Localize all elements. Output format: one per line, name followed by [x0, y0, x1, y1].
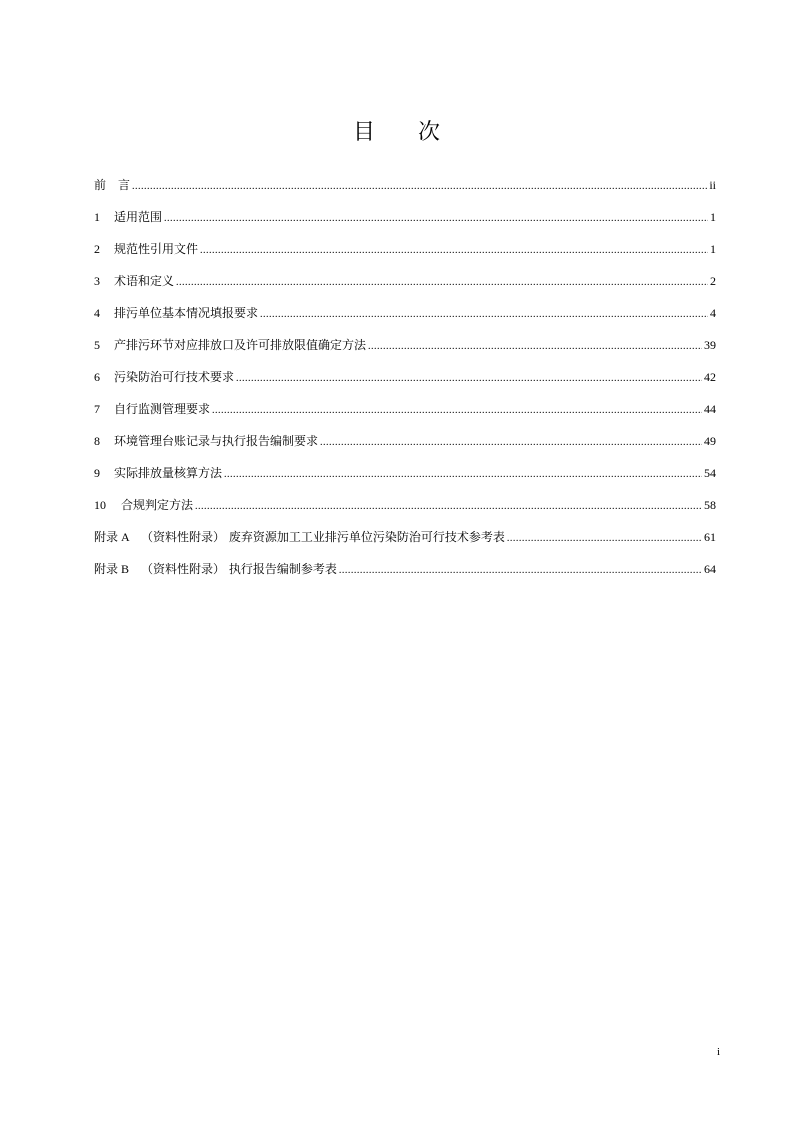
toc-entry-5[interactable] [94, 335, 716, 367]
toc-leader-dots [320, 433, 702, 453]
toc-entry-page: 64 [704, 562, 716, 576]
toc-entry-number: 5 [94, 338, 100, 352]
toc-entry-number: 附录 B [94, 562, 130, 576]
toc-entry-page: 58 [704, 498, 716, 512]
toc-entry-number: 9 [94, 466, 100, 480]
toc-entry-number: 4 [94, 306, 100, 320]
toc-leader-dots [212, 401, 702, 421]
toc-entry-page: 61 [704, 530, 716, 544]
toc-leader-dots [224, 465, 702, 485]
toc-entry-page: 54 [704, 466, 716, 480]
toc-entry-8[interactable] [94, 431, 716, 463]
toc-entry-appendix-b[interactable] [94, 559, 716, 591]
toc-entry-7[interactable] [94, 399, 716, 431]
toc-entry-2[interactable] [94, 239, 716, 271]
toc-entry-page: 1 [710, 242, 716, 256]
toc-entry-label: 规范性引用文件 [114, 242, 199, 256]
toc-leader-dots [236, 369, 702, 389]
toc-entry-number: 2 [94, 242, 100, 256]
toc-entry-label: （资料性附录） 废弃资源加工工业排污单位污染防治可行技术参考表 [141, 530, 505, 544]
toc-leader-dots [176, 273, 708, 293]
toc-entry-page: 2 [710, 274, 716, 288]
toc-leader-dots [164, 209, 708, 229]
toc-entry-label: （资料性附录） 执行报告编制参考表 [141, 562, 337, 576]
toc-leader-dots [260, 305, 708, 325]
toc-entry-6[interactable] [94, 367, 716, 399]
toc-entry-number: 1 [94, 210, 100, 224]
toc-entry-label: 产排污环节对应排放口及许可排放限值确定方法 [114, 338, 367, 352]
toc-entry-label: 言 [118, 178, 131, 192]
toc-entry-label: 自行监测管理要求 [114, 402, 211, 416]
toc-leader-dots [507, 529, 702, 549]
toc-entry-label: 环境管理台账记录与执行报告编制要求 [114, 434, 319, 448]
toc-entry-label: 合规判定方法 [121, 498, 194, 512]
toc-leader-dots [195, 497, 702, 517]
toc-entry-9[interactable] [94, 463, 716, 495]
toc-entry-appendix-a[interactable] [94, 527, 716, 559]
toc-leader-dots [368, 337, 702, 357]
toc-entry-number: 7 [94, 402, 100, 416]
toc-entry-page: 1 [710, 210, 716, 224]
toc-entry-1[interactable] [94, 207, 716, 239]
page-title: 目 次 [353, 120, 458, 145]
toc-entry-4[interactable] [94, 303, 716, 335]
table-of-contents [94, 175, 716, 591]
toc-entry-page: ii [709, 178, 716, 192]
toc-entry-page: 42 [704, 370, 716, 384]
toc-entry-page: 44 [704, 402, 716, 416]
toc-leader-dots [132, 177, 707, 197]
toc-entry-page: 39 [704, 338, 716, 352]
toc-entry-label: 适用范围 [114, 210, 163, 224]
toc-entry-page: 49 [704, 434, 716, 448]
toc-entry-number: 前 [94, 178, 107, 192]
toc-leader-dots [200, 241, 708, 261]
toc-entry-10[interactable] [94, 495, 716, 527]
toc-entry-number: 附录 A [94, 530, 130, 544]
toc-leader-dots [339, 561, 702, 581]
toc-entry-label: 排污单位基本情况填报要求 [114, 306, 259, 320]
toc-entry-number: 3 [94, 274, 100, 288]
toc-entry-number: 8 [94, 434, 100, 448]
toc-entry-page: 4 [710, 306, 716, 320]
toc-entry-number: 6 [94, 370, 100, 384]
page-number: i [716, 1046, 720, 1058]
toc-entry-preface[interactable] [94, 175, 716, 207]
toc-entry-number: 10 [94, 498, 106, 512]
toc-entry-label: 术语和定义 [114, 274, 175, 288]
toc-entry-3[interactable] [94, 271, 716, 303]
toc-entry-label: 污染防治可行技术要求 [114, 370, 235, 384]
toc-entry-label: 实际排放量核算方法 [114, 466, 223, 480]
